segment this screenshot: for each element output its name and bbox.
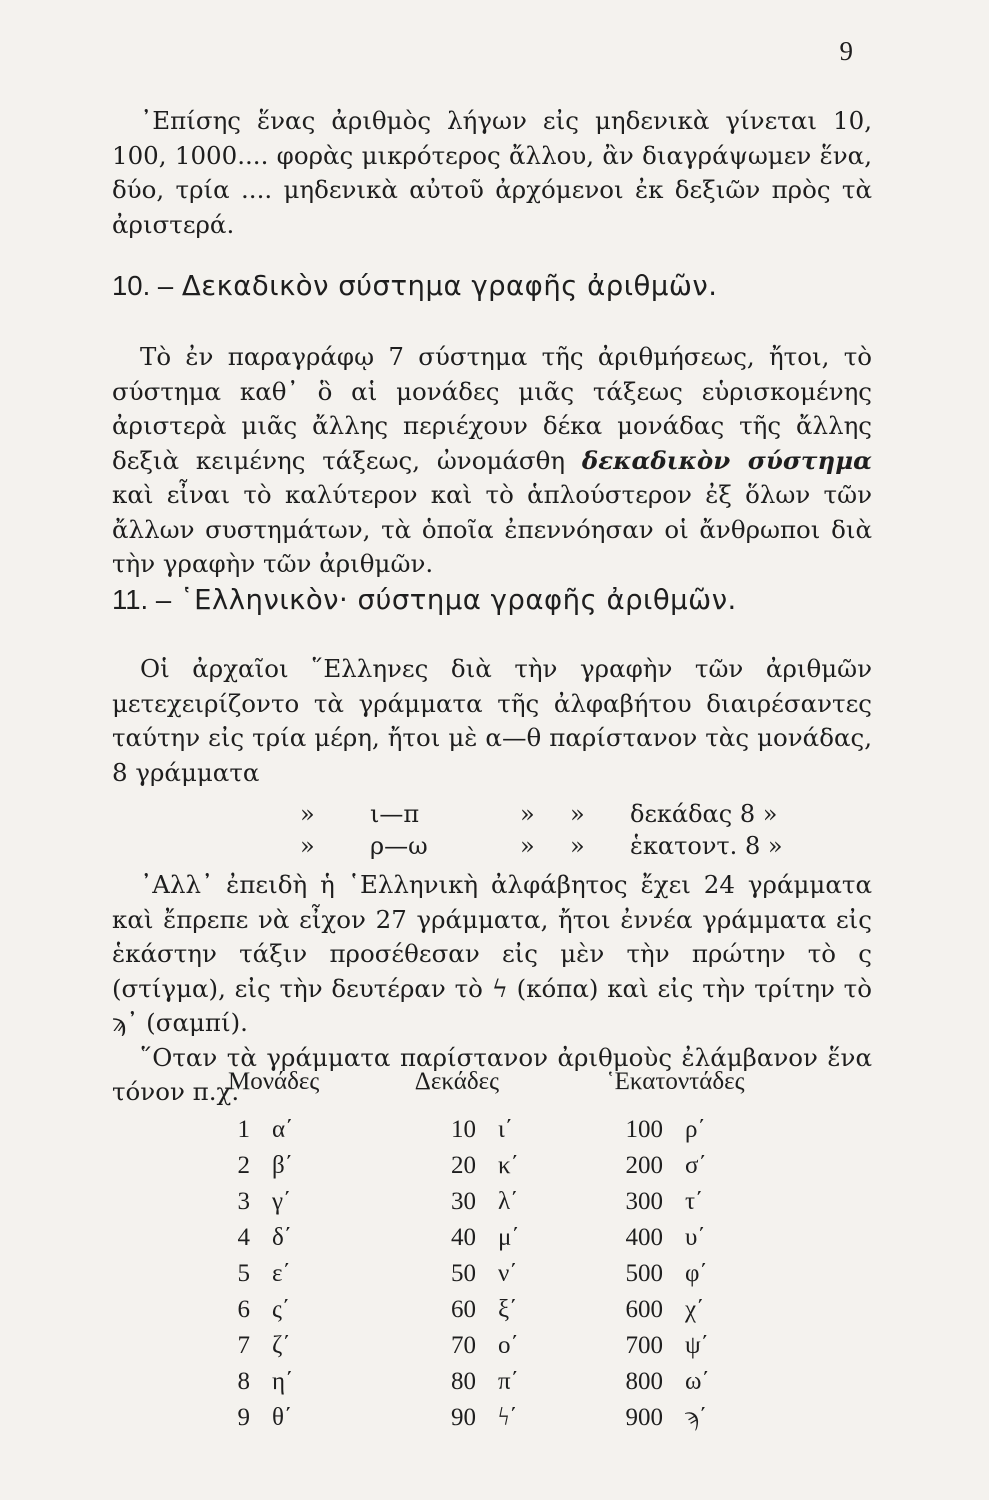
units-greek-numeral: β΄ [272,1152,294,1179]
units-number: 5 [237,1260,250,1287]
hundreds-number: 700 [625,1332,663,1359]
cell-units [228,1188,408,1216]
hundreds-greek-numeral: τ΄ [685,1188,704,1215]
hundreds-greek-numeral: ρ΄ [685,1116,706,1143]
table-row [228,1292,788,1328]
tens-number: 70 [451,1332,476,1359]
units-number: 9 [237,1404,250,1431]
cell-tens [408,1296,603,1324]
section-10-heading [112,270,872,302]
cell-units [228,1116,408,1144]
units-number: 7 [237,1332,250,1359]
cell-tens [408,1368,603,1396]
units-greek-numeral: ε΄ [272,1260,291,1287]
cell-tens [408,1224,603,1252]
section-11-paragraph-3: ῞Οταν τὰ γράμματα παρίστανον ἀριθμοὺς ἐλάμβανον ἕνα τόνον π.χ. [112,1042,872,1106]
intro-paragraph: ᾿Επίσης ἕνας ἀριθμὸς λήγων εἰς μηδενικὰ γίνεται 10, 100, 1000.... φορὰς μικρότερος ἄλλου, ἂν διαγράψωμεν ἕνα, δύο, τρία .... μηδενικὰ αὐτοῦ ἀρχόμενοι ἐκ δεξιῶν πρὸς τὰ ἀριστερά. [112,106,872,239]
cell-hundreds [603,1116,788,1144]
tens-number: 80 [451,1368,476,1395]
tens-greek-numeral: π΄ [498,1368,519,1395]
letter-ranges [300,798,872,862]
section-10-text-before: Τὸ ἐν παραγράφῳ 7 σύστημα τῆς ἀριθμήσεως, ἤτοι, τὸ σύστημα καθ᾿ ὃ αἱ μονάδες μιᾶς τάξεως εὑρισκομένης ἀριστερὰ μιᾶς ἄλλης περιέχουν δέκα μονάδας τῆς ἄλλης δεξιὰ κειμένης τάξεως, ὠνομάσθη [112,342,872,475]
cell-units [228,1224,408,1252]
cell-tens [408,1332,603,1360]
cell-tens [408,1260,603,1288]
hundreds-greek-numeral: φ΄ [685,1260,708,1287]
hundreds-greek-numeral: ω΄ [685,1368,710,1395]
cell-units [228,1368,408,1396]
section-11-paragraph-1: Οἱ ἀρχαῖοι ῞Ελληνες διὰ τὴν γραφὴν τῶν ἀριθμῶν μετεχειρίζοντο τὰ γράμματα τῆς ἀλφαβήτου διαιρέσαντες ταύτην εἰς τρία μέρη, ἤτοι μὲ α—θ παρίστανον τὰς μονάδας, 8 γράμματα [112,654,872,787]
units-number: 2 [237,1152,250,1179]
hundreds-greek-numeral: σ΄ [685,1152,707,1179]
cell-tens [408,1116,603,1144]
units-greek-numeral: α΄ [272,1116,294,1143]
section-10-emphasis: δεκαδικὸν σύστημα [581,445,872,475]
cell-hundreds [603,1152,788,1180]
letter-range-row: » ι—π » » δεκάδας 8 » [300,800,778,828]
table-row [228,1328,788,1364]
letter-range-row: » ρ—ω » » ἑκατοντ. 8 » [300,832,783,860]
cell-units [228,1152,408,1180]
tens-greek-numeral: ξ΄ [498,1296,518,1323]
hundreds-number: 900 [625,1404,663,1431]
tens-greek-numeral: ι΄ [498,1116,514,1143]
table-row [228,1400,788,1436]
table-row [228,1364,788,1400]
units-greek-numeral: ζ΄ [272,1332,291,1359]
cell-hundreds [603,1260,788,1288]
numeral-table [228,1068,788,1436]
section-10-heading-block [112,270,872,302]
cell-tens [408,1404,603,1432]
table-row [228,1112,788,1148]
cell-hundreds [603,1188,788,1216]
units-number: 4 [237,1224,250,1251]
cell-hundreds [603,1404,788,1432]
table-row [228,1148,788,1184]
units-greek-numeral: δ΄ [272,1224,293,1251]
tens-number: 60 [451,1296,476,1323]
header-units: Μονάδες [228,1068,320,1095]
section-11-number: 11. – [112,584,172,615]
section-11-heading [112,584,872,616]
hundreds-number: 600 [625,1296,663,1323]
cell-units [228,1296,408,1324]
tens-greek-numeral: ο΄ [498,1332,519,1359]
cell-hundreds [603,1224,788,1252]
tens-greek-numeral: ν΄ [498,1260,518,1287]
tens-number: 20 [451,1152,476,1179]
units-greek-numeral: η΄ [272,1368,294,1395]
hundreds-greek-numeral: υ΄ [685,1224,706,1251]
section-10-text-after: καὶ εἶναι τὸ καλύτερον καὶ τὸ ἁπλούστερον ἐξ ὅλων τῶν ἄλλων συστημάτων, τὰ ὁποῖα ἐπεννόησαν οἱ ἄνθρωποι διὰ τὴν γραφὴν τῶν ἀριθμῶν. [112,480,872,578]
tens-number: 50 [451,1260,476,1287]
units-number: 8 [237,1368,250,1395]
tens-greek-numeral: κ΄ [498,1152,519,1179]
tens-number: 30 [451,1188,476,1215]
hundreds-number: 200 [625,1152,663,1179]
tens-number: 40 [451,1224,476,1251]
units-greek-numeral: θ΄ [272,1404,293,1431]
cell-units [228,1332,408,1360]
units-greek-numeral: γ΄ [272,1188,292,1215]
section-11-body [112,652,872,1110]
section-10-paragraph [112,340,872,582]
hundreds-greek-numeral: ψ΄ [685,1332,709,1359]
section-11-paragraph-2: ᾿Αλλ᾿ ἐπειδὴ ἡ ῾Ελληνικὴ ἀλφάβητος ἔχει 24 γράμματα καὶ ἔπρεπε νὰ εἶχον 27 γράμματα, ἤτοι ἐννέα γράμματα εἰς ἑκάστην τάξιν προσέθεσαν εἰς μὲν τὴν πρώτην τὸ ς (στίγμα), εἰς τὴν δευτέραν τὸ ϟ (κόπα) καὶ εἰς τὴν τρίτην τὸ ϡ᾿ (σαμπί). [112,870,872,1037]
section-10-number: 10. – [112,270,174,301]
cell-units [228,1260,408,1288]
table-header [228,1068,788,1112]
tens-greek-numeral: μ΄ [498,1224,520,1251]
cell-units [228,1404,408,1432]
cell-tens [408,1152,603,1180]
tens-number: 10 [451,1116,476,1143]
intro-block [112,104,872,242]
table-row [228,1184,788,1220]
hundreds-greek-numeral: χ΄ [685,1296,705,1323]
table-row [228,1256,788,1292]
hundreds-number: 300 [625,1188,663,1215]
units-number: 3 [237,1188,250,1215]
cell-hundreds [603,1368,788,1396]
units-number: 1 [237,1116,250,1143]
header-hundreds: ῾Εκατοντάδες [606,1068,745,1095]
section-11-heading-block [112,584,872,616]
page-number: 9 [839,36,853,66]
hundreds-number: 400 [625,1224,663,1251]
tens-number: 90 [451,1404,476,1431]
cell-hundreds [603,1296,788,1324]
tens-greek-numeral: λ΄ [498,1188,519,1215]
hundreds-greek-numeral: ϡ΄ [685,1404,708,1431]
tens-greek-numeral: ϟ΄ [498,1404,518,1431]
header-tens: Δεκάδες [414,1068,500,1095]
section-10-title: Δεκαδικὸν σύστημα γραφῆς ἀριθμῶν. [181,270,718,302]
hundreds-number: 500 [625,1260,663,1287]
cell-hundreds [603,1332,788,1360]
hundreds-number: 100 [625,1116,663,1143]
cell-tens [408,1188,603,1216]
units-greek-numeral: ς΄ [272,1296,291,1323]
table-row [228,1220,788,1256]
hundreds-number: 800 [625,1368,663,1395]
section-10-body [112,340,872,582]
table-body [228,1112,788,1436]
section-11-title: ῾Ελληνικὸν· σύστημα γραφῆς ἀριθμῶν. [179,584,737,616]
units-number: 6 [237,1296,250,1323]
